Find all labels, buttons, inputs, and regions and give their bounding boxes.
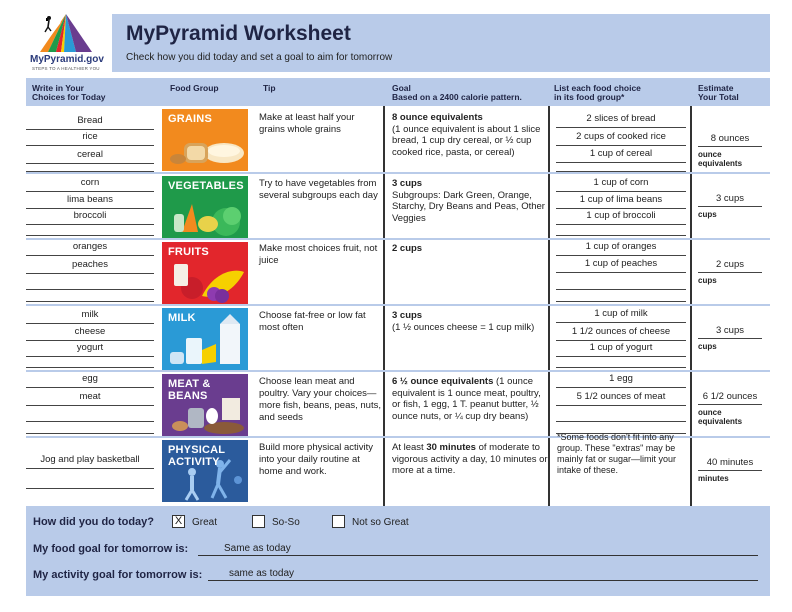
physical-activity-goal: At least 30 minutes of moderate to vigorous activity a day, 10 minutes or more at a time. [392,442,548,476]
estimate-value[interactable]: 3 cups [698,324,762,339]
food-choice[interactable] [556,290,686,302]
food-choice[interactable]: 1 cup of peaches [556,257,686,273]
food-choice[interactable]: 2 slices of bread [556,112,686,128]
written-choice[interactable] [26,161,154,172]
activity-goal-label: My activity goal for tomorrow is: [33,569,203,581]
not-so-great-label: Not so Great [352,517,409,528]
divider-tip-goal [383,106,385,506]
written-choice[interactable] [26,473,154,489]
written-choice[interactable] [26,290,154,302]
col-header-list: List each food choice in its food group* [554,83,641,102]
food-choice[interactable]: 2 cups of cooked rice [556,130,686,146]
estimate-vegetables [698,192,762,219]
milk-tip: Choose fat-free or low fat most often [259,310,366,333]
written-choice[interactable] [26,356,154,368]
grains-label: GRAINS [168,113,212,125]
estimate-value[interactable]: 2 cups [698,258,762,273]
estimate-unit: cups [698,276,717,285]
milk-goal [392,310,548,333]
page-title: MyPyramid Worksheet [126,22,351,45]
written-choice[interactable]: corn [26,176,154,192]
meat-beans-goal-amount: 6 ½ ounce equivalents [392,376,494,387]
food-choice[interactable] [556,406,686,422]
food-choice[interactable] [556,356,686,368]
fruits-label: FRUITS [168,246,209,258]
not-so-great-checkbox[interactable] [332,515,345,528]
page-subtitle: Check how you did today and set a goal to aim for tomorrow [126,52,393,63]
fruits-goal [392,243,548,255]
great-checkbox[interactable]: X [172,515,185,528]
written-choice[interactable]: milk [26,308,154,324]
food-choice[interactable]: 1 egg [556,372,686,388]
logo-slogan: STEPS TO A HEALTHIER YOU [32,66,100,71]
fruits-goal-amount: 2 cups [392,243,423,254]
written-choice[interactable]: cereal [26,148,154,164]
title-banner [112,14,770,72]
grains-goal-detail: (1 ounce equivalent is about 1 slice bread, 1 cup dry cereal, or ½ cup cooked rice, pasta, or cereal) [392,123,541,158]
vegetables-goal [392,178,548,224]
written-choice[interactable] [26,406,154,422]
col-header-estimate: Estimate Your Total [698,83,739,102]
written-choice[interactable]: Jog and play basketball [26,453,154,469]
divider-list-estimate [690,106,692,506]
estimate-unit: ounce equivalents [698,150,743,168]
food-goal-input[interactable]: Same as today [198,543,758,556]
vegetables-image [162,176,248,238]
grains-goal [392,112,548,158]
column-header-band [26,78,770,106]
milk-goal-detail: (1 ½ ounces cheese = 1 cup milk) [392,321,535,333]
food-choice[interactable] [556,224,686,236]
vegetables-tip: Try to have vegetables from several subgroups each day [259,178,378,201]
fruits-image [162,242,248,304]
pyramid-logo-icon [36,12,96,54]
food-choice[interactable]: 1 cup of oranges [556,240,686,256]
written-choice[interactable]: meat [26,390,154,406]
food-choice[interactable]: 1 cup of milk [556,307,686,323]
physical-activity-goal-detail: of moderate to vigorous activity a day, 10 minutes or more at a time. [392,442,548,476]
meat-beans-tip: Choose lean meat and poultry. Vary your choices—more fish, beans, peas, nuts, and seeds [259,376,381,423]
meat-beans-goal [392,376,548,422]
so-so-checkbox[interactable] [252,515,265,528]
meat-beans-image [162,374,248,436]
so-so-label: So-So [272,517,300,528]
written-choice[interactable] [26,224,154,236]
estimate-meat [698,390,762,426]
written-choice[interactable]: oranges [26,240,154,256]
col-header-goal: Goal Based on a 2400 calorie pattern. [392,83,522,102]
col-header-food-group: Food Group [170,83,219,93]
vegetables-goal-detail: Subgroups: Dark Green, Orange, Starchy, Dry Beans and Peas, Other Veggies [392,189,545,224]
food-choice[interactable]: 1 1/2 ounces of cheese [556,325,686,341]
estimate-milk [698,324,762,351]
meat-beans-label: MEAT & BEANS [168,378,211,402]
written-choice[interactable]: lima beans [26,193,154,209]
vegetables-goal-amount: 3 cups [392,178,423,189]
great-label: Great [192,517,218,528]
mypyramid-logo [26,10,108,72]
written-choice[interactable]: cheese [26,325,154,341]
estimate-unit: cups [698,210,717,219]
food-choice[interactable]: 1 cup of cereal [556,147,686,163]
written-choice[interactable]: Bread [26,114,154,130]
meat-beans-goal-detail: (1 ounce equivalent is 1 ounce meat, poultry, or fish, 1 egg, 1 T. peanut butter, ½ ounce nuts, or ¼ cup dry beans) [392,376,541,422]
estimate-unit: cups [698,342,717,351]
divider-goal-list [548,106,550,506]
vegetables-label: VEGETABLES [168,180,244,192]
estimate-unit: ounce equivalents [698,408,743,426]
fruits-tip: Make most choices fruit, not juice [259,243,378,266]
milk-image [162,308,248,370]
food-choice[interactable] [556,274,686,290]
written-choice[interactable]: egg [26,372,154,388]
written-choice[interactable]: rice [26,130,154,146]
food-choice[interactable]: 5 1/2 ounces of meat [556,390,686,406]
milk-goal-amount: 3 cups [392,310,423,321]
estimate-value[interactable]: 8 ounces [698,132,762,147]
grains-tip: Make at least half your grains whole grains [259,112,355,135]
milk-label: MILK [168,312,196,324]
grains-goal-amount: 8 ounce equivalents [392,112,483,123]
estimate-value[interactable]: 40 minutes [698,456,762,471]
activity-goal-input[interactable]: same as today [208,568,758,581]
estimate-grains [698,132,762,168]
written-choice[interactable] [26,274,154,290]
grains-image [162,109,248,171]
food-choice[interactable]: 1 cup of broccoli [556,209,686,225]
estimate-unit: minutes [698,474,729,483]
physical-activity-label: PHYSICAL ACTIVITY [168,444,226,468]
food-choice[interactable]: 1 cup of corn [556,176,686,192]
row-separator [26,172,770,174]
food-choice[interactable] [556,160,686,172]
estimate-value[interactable]: 6 1/2 ounces [698,390,762,405]
physical-activity-tip: Build more physical activity into your daily routine at home and work. [259,442,374,477]
col-header-write: Write in Your Choices for Today [32,83,106,102]
logo-brand: MyPyramid.gov [30,54,104,65]
how-did-you-do-question: How did you do today? [33,516,154,528]
food-choice[interactable]: 1 cup of yogurt [556,341,686,357]
estimate-value[interactable]: 3 cups [698,192,762,207]
col-header-tip: Tip [263,83,276,93]
food-choice[interactable]: 1 cup of lima beans [556,193,686,209]
written-choice[interactable]: broccoli [26,209,154,225]
physical-activity-goal-amount: 30 minutes [426,442,476,453]
food-goal-label: My food goal for tomorrow is: [33,543,189,555]
written-choice[interactable] [26,422,154,434]
extras-note: *Some foods don't fit into any group. These "extras" may be mainly fat or sugar—limit your intake of these. [557,432,677,475]
written-choice[interactable]: yogurt [26,341,154,357]
estimate-activity [698,456,762,483]
worksheet-table [26,106,770,506]
estimate-fruits [698,258,762,285]
written-choice[interactable]: peaches [26,258,154,274]
row-separator [26,304,770,306]
physical-activity-image [162,440,248,502]
footer-panel [26,506,770,596]
